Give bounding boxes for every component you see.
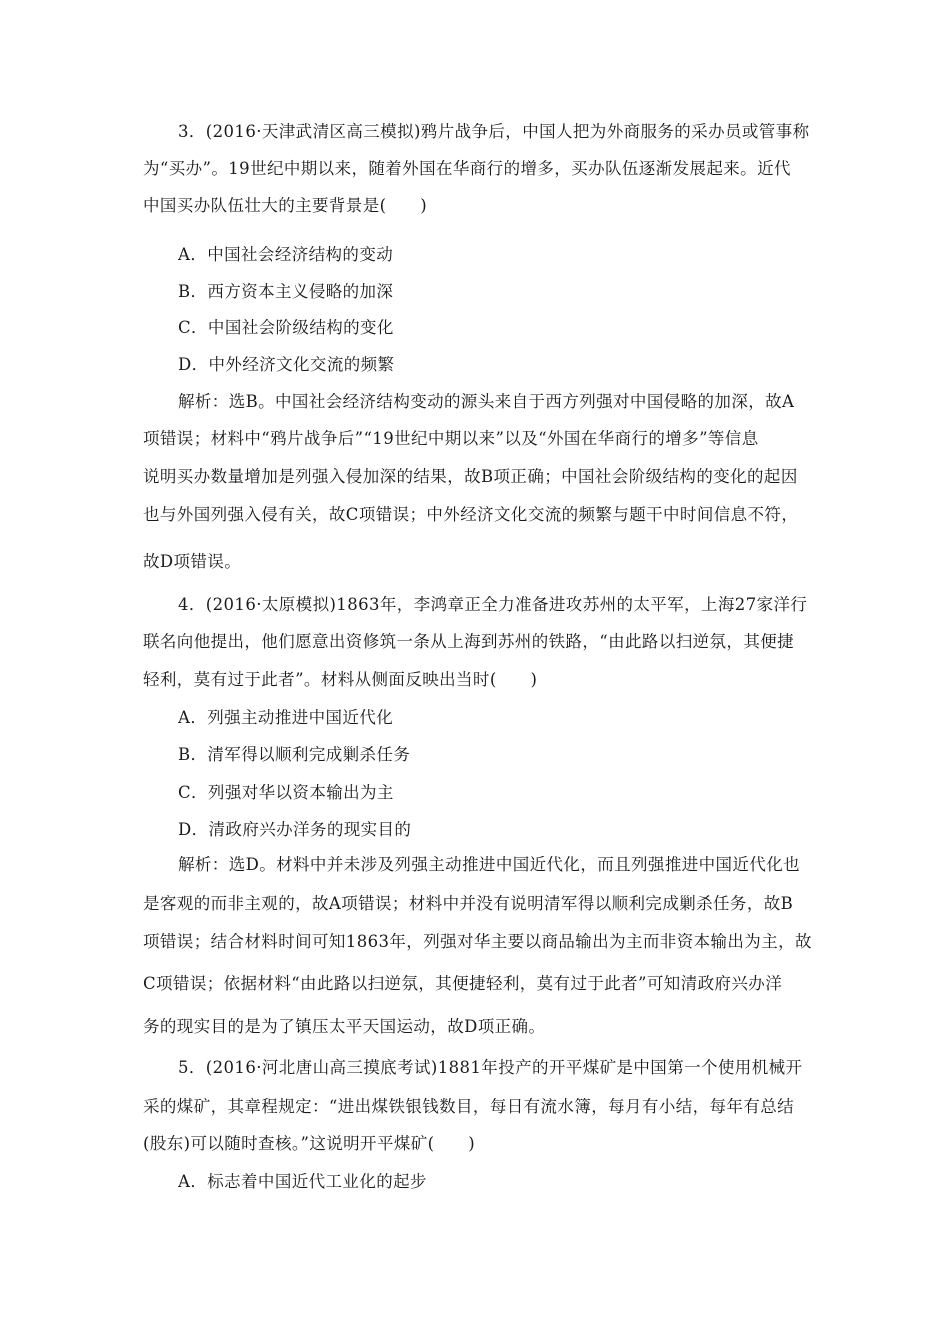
question-5-stem-line-1: 5．(2016·河北唐山高三摸底考试)1881年投产的开平煤矿是中国第一个使用机械开 xyxy=(178,1058,803,1077)
question-3-option-c: C．中国社会阶级结构的变化 xyxy=(178,318,394,337)
question-5-stem-line-2: 采的煤矿，其章程规定：“进出煤铁银钱数目，每日有流水簿，每月有小结，每年有总结 xyxy=(143,1097,795,1116)
question-3-stem-line-2: 为“买办”。19世纪中期以来，随着外国在华商行的增多，买办队伍逐渐发展起来。近代 xyxy=(143,159,791,178)
question-3-analysis-line-3: 说明买办数量增加是列强入侵加深的结果，故B项正确；中国社会阶级结构的变化的起因 xyxy=(143,467,798,486)
question-3-analysis-line-5: 故D项错误。 xyxy=(143,552,242,571)
question-4-analysis-line-4: C项错误；依据材料“由此路以扫逆氛，其便捷轻利，莫有过于此者”可知清政府兴办洋 xyxy=(143,974,783,993)
question-4-analysis-line-1: 解析：选D。材料中并未涉及列强主动推进中国近代化，而且列强推进中国近代化也 xyxy=(178,855,801,874)
question-4-option-a: A．列强主动推进中国近代化 xyxy=(178,708,394,727)
question-3-stem-line-1: 3．(2016·天津武清区高三模拟)鸦片战争后，中国人把为外商服务的采办员或管事称 xyxy=(178,122,810,141)
question-5-option-a: A．标志着中国近代工业化的起步 xyxy=(178,1172,427,1191)
question-4-option-d: D．清政府兴办洋务的现实目的 xyxy=(178,820,412,839)
question-3-option-d: D．中外经济文化交流的频繁 xyxy=(178,355,395,374)
question-4-stem-line-3: 轻利，莫有过于此者”。材料从侧面反映出当时( ) xyxy=(143,670,538,689)
question-4-stem-line-1: 4．(2016·太原模拟)1863年，李鸿章正全力准备进攻苏州的太平军，上海27家洋行 xyxy=(178,595,808,614)
question-4-analysis-line-2: 是客观的而非主观的，故A项错误；材料中并没有说明清军得以顺利完成剿杀任务，故B xyxy=(143,894,794,913)
question-4-option-c: C．列强对华以资本输出为主 xyxy=(178,783,394,802)
question-5-stem-line-3: (股东)可以随时查核。”这说明开平煤矿( ) xyxy=(143,1134,476,1153)
question-3-analysis-line-1: 解析：选B。中国社会经济结构变动的源头来自于西方列强对中国侵略的加深，故A xyxy=(178,392,795,411)
question-3-analysis-line-4: 也与外国列强入侵有关，故C项错误；中外经济文化交流的频繁与题干中时间信息不符， xyxy=(143,505,799,524)
question-4-option-b: B．清军得以顺利完成剿杀任务 xyxy=(178,745,411,764)
question-3-option-b: B．西方资本主义侵略的加深 xyxy=(178,282,394,301)
question-3-stem-line-3: 中国买办队伍壮大的主要背景是( ) xyxy=(143,196,428,215)
question-3-option-a: A．中国社会经济结构的变动 xyxy=(178,245,394,264)
question-4-analysis-line-5: 务的现实目的是为了镇压太平天国运动，故D项正确。 xyxy=(143,1017,546,1036)
question-4-stem-line-2: 联名向他提出，他们愿意出资修筑一条从上海到苏州的铁路，“由此路以扫逆氛，其便捷 xyxy=(143,632,795,651)
question-3-analysis-line-2: 项错误；材料中“鸦片战争后”“19世纪中期以来”以及“外国在华商行的增多”等信息 xyxy=(143,429,759,448)
question-4-analysis-line-3: 项错误；结合材料时间可知1863年，列强对华主要以商品输出为主而非资本输出为主，故 xyxy=(143,932,812,951)
